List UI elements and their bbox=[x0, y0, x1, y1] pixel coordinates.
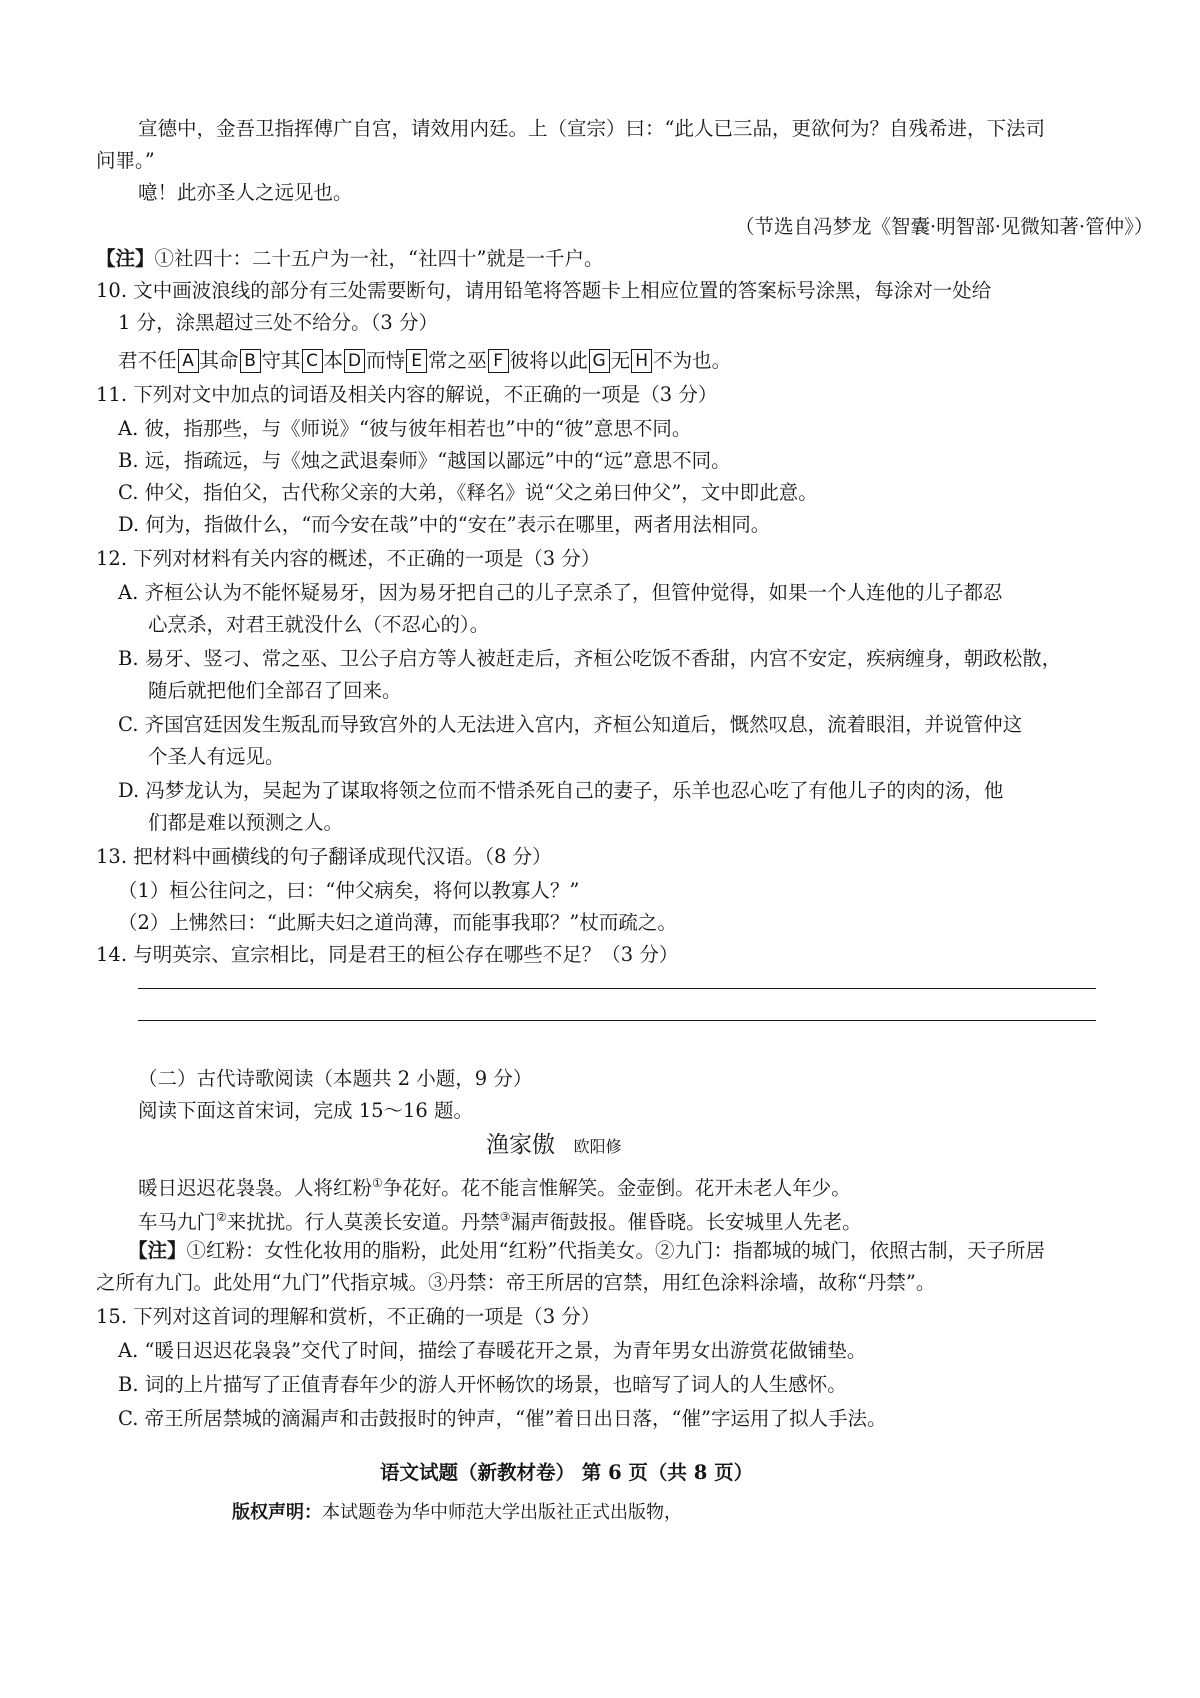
passage-conclusion: 噫！此亦圣人之远见也。 bbox=[138, 181, 353, 204]
poem-author: 欧阳修 bbox=[573, 1137, 622, 1156]
passage-source: （节选自冯梦龙《智囊·明智部·见微知著·管仲》） bbox=[735, 215, 1154, 238]
poem-title: 渔家傲 bbox=[486, 1132, 555, 1158]
q15-option-b: B. 词的上片描写了正值青春年少的游人开怀畅饮的场景，也暗写了词人的人生感怀。 bbox=[118, 1373, 847, 1396]
q10-stem-line-2: 1 分，涂黑超过三处不给分。（3 分） bbox=[118, 311, 438, 334]
q10-segment: 守其 bbox=[261, 349, 301, 372]
q10-sentence bbox=[118, 346, 731, 376]
q10-segment: 其命 bbox=[199, 349, 239, 372]
q11-option-c: C. 仲父，指伯父，古代称父亲的大弟，《释名》说“父之弟曰仲父”，文中即此意。 bbox=[118, 481, 818, 504]
q10-segment: 不为也。 bbox=[653, 349, 732, 372]
note-label: 【注】 bbox=[96, 247, 155, 270]
q12-option-c-line-1: C. 齐国宫廷因发生叛乱而导致宫外的人无法进入宫内，齐桓公知道后，慨然叹息，流着眼泪，并说管仲这 bbox=[118, 713, 1023, 736]
poem-note-line-2: 之所有九门。此处用“九门”代指京城。③丹禁：帝王所居的宫禁，用红色涂料涂墙，故称“丹禁”。 bbox=[96, 1271, 936, 1294]
q10-option-box[interactable]: B bbox=[240, 349, 261, 373]
q13-stem: 13. 把材料中画横线的句子翻译成现代汉语。（8 分） bbox=[96, 845, 552, 868]
q15-option-c: C. 帝王所居禁城的滴漏声和击鼓报时的钟声，“催”着日出日落，“催”字运用了拟人手法。 bbox=[118, 1407, 887, 1430]
q13-sentence-1: （1）桓公往问之，曰：“仲父病矣，将何以教寡人？” bbox=[118, 879, 580, 902]
poem-note-ref: ③ bbox=[499, 1210, 511, 1224]
answer-line[interactable] bbox=[138, 988, 1096, 989]
copyright-label: 版权声明： bbox=[232, 1502, 322, 1523]
poem-text: 来扰扰。行人莫羡长安道。丹禁 bbox=[226, 1210, 500, 1234]
poem-note-ref: ② bbox=[216, 1210, 227, 1224]
page-footer: 语文试题（新教材卷） 第 6 页（共 8 页） bbox=[380, 1461, 754, 1484]
q14-stem: 14. 与明英宗、宣宗相比，同是君王的桓公存在哪些不足？（3 分） bbox=[96, 943, 679, 966]
q10-segment: 而恃 bbox=[366, 349, 406, 372]
note-text: ①社四十：二十五户为一社，“社四十”就是一千户。 bbox=[154, 247, 604, 270]
passage-line-1: 宣德中，金吾卫指挥傅广自宫，请效用内廷。上（宣宗）曰：“此人已三品，更欲何为？自残希进，下法司 bbox=[138, 117, 1045, 140]
q12-stem: 12. 下列对材料有关内容的概述，不正确的一项是（3 分） bbox=[96, 547, 601, 570]
q12-option-d-line-2: 们都是难以预测之人。 bbox=[148, 811, 344, 834]
poem-text: 车马九门 bbox=[138, 1210, 217, 1234]
poem-text: 争花好。花不能言惟解笑。金壶倒。花开未老人年少。 bbox=[382, 1176, 851, 1200]
q12-option-a-line-1: A. 齐桓公认为不能怀疑易牙，因为易牙把自己的儿子烹杀了，但管仲觉得，如果一个人连他的儿子都忍 bbox=[118, 581, 1003, 604]
passage-line-2: 问罪。” bbox=[96, 149, 155, 172]
q10-segment: 彼将以此 bbox=[509, 349, 588, 372]
q10-option-box[interactable]: G bbox=[589, 349, 610, 373]
q10-option-box[interactable]: D bbox=[344, 349, 365, 373]
poem-note-line-1 bbox=[128, 1236, 1045, 1266]
poem-note-ref: ① bbox=[372, 1176, 383, 1190]
q10-segment: 本 bbox=[323, 349, 344, 372]
answer-line[interactable] bbox=[138, 1020, 1096, 1021]
q15-stem: 15. 下列对这首词的理解和赏析，不正确的一项是（3 分） bbox=[96, 1305, 601, 1328]
passage-note bbox=[96, 244, 603, 274]
q10-segment: 常之巫 bbox=[428, 349, 487, 372]
q15-option-a: A. “暖日迟迟花袅袅”交代了时间，描绘了春暖花开之景，为青年男女出游赏花做铺垫。 bbox=[118, 1339, 867, 1362]
poetry-intro: 阅读下面这首宋词，完成 15～16 题。 bbox=[138, 1099, 474, 1122]
poem-text: 暖日迟迟花袅袅。人将红粉 bbox=[138, 1176, 373, 1200]
q10-option-box[interactable]: A bbox=[178, 349, 199, 373]
q11-option-d: D. 何为，指做什么，“而今安在哉”中的“安在”表示在哪里，两者用法相同。 bbox=[118, 513, 771, 536]
q11-option-b: B. 远，指疏远，与《烛之武退秦师》“越国以鄙远”中的“远”意思不同。 bbox=[118, 449, 731, 472]
q10-segment: 无 bbox=[610, 349, 631, 372]
note-text: ①红粉：女性化妆用的脂粉，此处用“红粉”代指美女。②九门：指都城的城门，依照古制，天子所居 bbox=[186, 1239, 1045, 1262]
q12-option-b-line-2: 随后就把他们全部召了回来。 bbox=[148, 679, 402, 702]
poem-line-2 bbox=[138, 1202, 862, 1238]
poem-line-1 bbox=[138, 1168, 851, 1204]
copyright-text: 本试题卷为华中师范大学出版社正式出版物， bbox=[322, 1502, 682, 1523]
poem-text: 漏声衙鼓报。催昏晓。长安城里人先老。 bbox=[510, 1210, 862, 1234]
q11-option-a: A. 彼，指那些，与《师说》“彼与彼年相若也”中的“彼”意思不同。 bbox=[118, 417, 692, 440]
q10-stem-line-1: 10. 文中画波浪线的部分有三处需要断句，请用铅笔将答题卡上相应位置的答案标号涂黑，每涂对一处给 bbox=[96, 279, 992, 302]
poetry-section-heading: （二）古代诗歌阅读（本题共 2 小题，9 分） bbox=[138, 1067, 533, 1090]
q10-option-box[interactable]: H bbox=[631, 349, 652, 373]
q10-option-box[interactable]: F bbox=[488, 349, 509, 373]
q13-sentence-2: （2）上怫然曰：“此厮夫妇之道尚薄，而能事我耶？”杖而疏之。 bbox=[118, 911, 677, 934]
q10-option-box[interactable]: E bbox=[406, 349, 427, 373]
q12-option-b-line-1: B. 易牙、竖刁、常之巫、卫公子启方等人被赶走后，齐桓公吃饭不香甜，内宫不安定，疾病缠身，朝政松散， bbox=[118, 647, 1062, 670]
q10-segment: 君不任 bbox=[118, 349, 177, 372]
q12-option-a-line-2: 心烹杀，对君王就没什么（不忍心的）。 bbox=[148, 613, 490, 636]
q12-option-d-line-1: D. 冯梦龙认为，吴起为了谋取将领之位而不惜杀死自己的妻子，乐羊也忍心吃了有他儿子的肉的汤，他 bbox=[118, 779, 1004, 802]
copyright-notice bbox=[232, 1498, 682, 1528]
q12-option-c-line-2: 个圣人有远见。 bbox=[148, 745, 285, 768]
note-label: 【注】 bbox=[128, 1239, 187, 1262]
q10-option-box[interactable]: C bbox=[302, 349, 323, 373]
q11-stem: 11. 下列对文中加点的词语及相关内容的解说，不正确的一项是（3 分） bbox=[96, 383, 718, 406]
poem-heading bbox=[486, 1130, 622, 1162]
